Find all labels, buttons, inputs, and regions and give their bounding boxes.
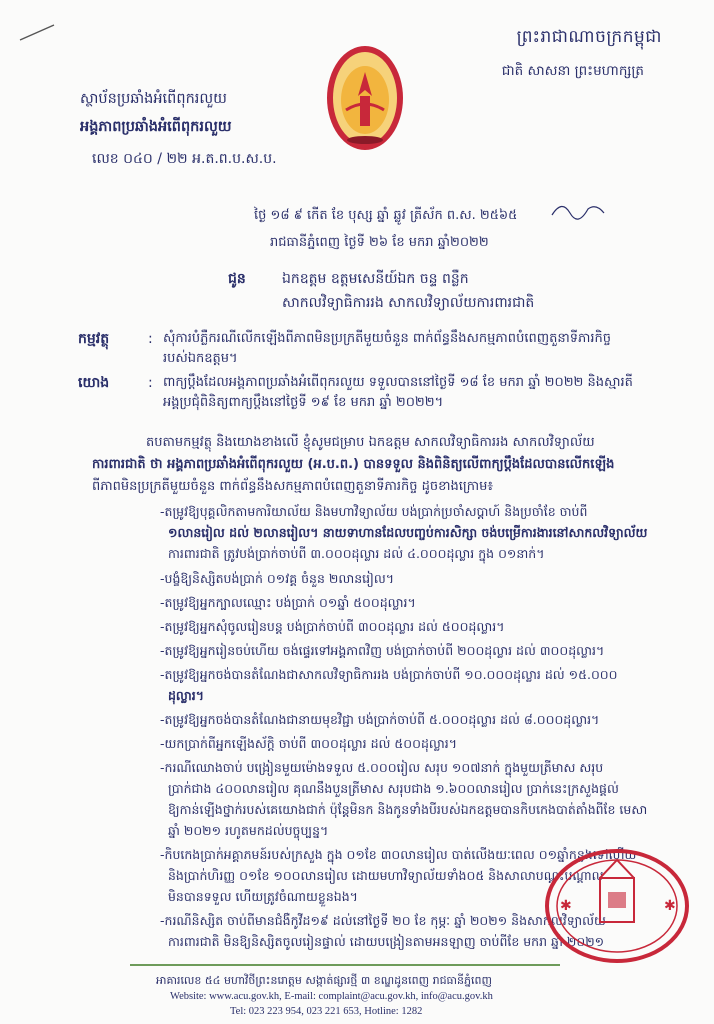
list-item: មិនបានទទួល ហើយត្រូវចំណាយខ្លួនឯង។ [168,889,358,904]
footer-telephone: Tel: 023 223 954, 023 221 653, Hotline: 1282 [230,1006,423,1017]
list-item: ប្រាក់ជាង ៤០០លានរៀល គុណនឹងបួនត្រីមាស សរុបជាង ១.៦០០លានរៀល ប្រាក់នេះក្រសួងផ្តល់ [168,781,619,796]
body-intro-line3: ពីភាពមិនប្រក្រតីមួយចំនួន ពាក់ព័ន្ធនឹងសកម្មភាពបំពេញតួនាទីភារកិច្ច ដូចខាងក្រោម៖ [92,479,494,494]
list-item: និងប្រាក់ហិរញ្ញ ០១ខែ ១០០លានរៀល ដោយមហាវិទ្យាល័យទាំង០៥ និងសាលាបណ្តុះបណ្តាល [168,868,604,883]
pen-mark-icon [18,22,58,42]
subject-label: កម្មវត្ថុ [78,331,110,347]
agency-name-line2: អង្គភាពប្រឆាំងអំពើពុករលួយ [80,119,232,135]
list-item: -តម្រូវឱ្យអ្នកចង់បានតំណែងជានាយមុខវិជ្ជា បង់ប្រាក់ចាប់ពី ៥.០០០ដុល្លារ ដល់ ៨.០០០ដុល្លារ។ [160,712,600,727]
svg-text:✱: ✱ [664,898,676,914]
subject-text-line2: របស់ឯកឧត្តម។ [163,351,238,366]
list-item: ឆ្នាំ ២០២១ រហូតមកដល់បច្ចុប្បន្ន។ [168,823,329,838]
kingdom-heading: ព្រះរាជាណាចក្រកម្ពុជា [516,27,662,47]
reference-number: លេខ ០៤០ / ២២ អ.ត.ព.ប.ស.ប. [92,151,277,167]
reference-text-line1: ពាក្យប្តឹងដែលអង្គភាពប្រឆាំងអំពើពុករលួយ ទទួលបាននៅថ្ងៃទី ១៨ ខែ មករា ឆ្នាំ ២០២២ និងស្មារតី [163,375,633,390]
solar-date: រាជធានីភ្នំពេញ ថ្ងៃទី ២៦ ខែ មករា ឆ្នាំ២០២២ [270,235,489,250]
list-item: ឱ្យកាន់ឡើងថ្នាក់របស់គេយោងជាក់ ប៉ុន្តែមិនក និងកូនទាំងបីរបស់ឯកឧត្តមបានកិបកេងបាត់តាំងពីខែ មេសា [168,802,648,817]
recipient-name: ឯកឧត្តម ឧត្តមសេនីយ៍ឯក ចន្ទ ពន្លឺក [282,271,469,287]
signature-mark-icon [548,195,608,225]
list-item: -កិបកេងប្រាក់អគ្គាភមន៍របស់ក្រសួង ក្នុង ០១ខែ ៣០លានរៀល បាត់លើងយៈពេល ០១ឆ្នាំកន្លងទៅហើយ [160,847,637,862]
list-item: ១លានរៀល ដល់ ២លានរៀល។ នាយទាហានដែលបញ្ចប់ការសិក្សា ចង់បម្រើការងារនៅសាកលវិទ្យាល័យ [168,525,648,540]
subject-colon: : [148,331,153,347]
svg-text:✱: ✱ [560,898,572,914]
list-item: ការពារជាតិ ត្រូវបង់ប្រាក់ចាប់ពី ៣.០០០ដុល្លារ ដល់ ៤.០០០ដុល្លារ ក្នុង ០១នាក់។ [168,546,545,561]
list-item: -តម្រូវឱ្យបុគ្គលិកតាមការិយាល័យ និងមហាវិទ្យាល័យ បង់ប្រាក់ប្រចាំសប្តាហ៍ និងប្រចាំខែ ចាប់ពី [160,504,588,519]
reference-label: យោង [78,375,110,391]
list-item: -យកប្រាក់ពីអ្នកឡើងស័ក្តិ ចាប់ពី ៣០០ដុល្លារ ដល់ ៥០០ដុល្លារ។ [160,736,457,751]
list-item: -ករណីនិស្សិត ចាប់ពីមានជំងឺកូវីដ១៩ ដល់នៅថ្ងៃទី ២០ ខែ កុម្ភៈ ឆ្នាំ ២០២១ និងសាកលវិទ្យាល័យ [160,913,606,928]
official-seal-icon [542,846,692,966]
footer-web-email: Website: www.acu.gov.kh, E-mail: complaint@acu.gov.kh, info@acu.gov.kh [170,991,493,1002]
national-motto: ជាតិ សាសនា ព្រះមហាក្សត្រ [501,63,644,79]
body-intro-line1: តបតាមកម្មវត្ថុ និងយោងខាងលើ ខ្ញុំសូមជម្រាប ឯកឧត្តម សាកលវិទ្យាធិការរង សាកលវិទ្យាល័យ [146,435,595,450]
list-item: ដុល្លារ។ [168,688,205,703]
recipient-label: ជូន [228,271,246,287]
lunar-date: ថ្ងៃ ១៨ ៩ កើត ខែ បុស្ស ឆ្នាំ ឆ្លូវ ត្រីស័ក ព.ស. ២៥៦៥ [254,208,518,223]
recipient-title: សាកលវិទ្យាធិការរង សាកលវិទ្យាល័យការពារជាតិ [282,295,535,311]
reference-colon: : [148,375,153,391]
list-item: -តម្រូវឱ្យអ្នកចង់បានតំណែងជាសាកលវិទ្យាធិការរង បង់ប្រាក់ចាប់ពី ១០.០០០ដុល្លារ ដល់ ១៥.០០០ [160,667,618,682]
footer-address: អាគារលេខ ៥៤ មហាវិថីព្រះនរោត្តម សង្កាត់ផ្សារថ្មី ៣ ខណ្ឌដូនពេញ រាជធានីភ្នំពេញ [156,974,492,987]
list-item: -តម្រូវឱ្យអ្នករៀនចប់ហើយ ចង់ផ្ទេរទៅអង្គភាពវិញ បង់ប្រាក់ចាប់ពី ២០០ដុល្លារ ដល់ ៣០០ដុល្លារ។ [160,643,605,658]
acu-emblem-icon [324,40,406,162]
agency-name-line1: ស្ថាប័នប្រឆាំងអំពើពុករលួយ [80,91,227,107]
reference-text-line2: អង្គប្រជុំពិនិត្យពាក្យប្តឹងនៅថ្ងៃទី ១៩ ខែ មករា ឆ្នាំ ២០២២។ [163,395,444,410]
list-item: -ករណីឈោងចាប់ បង្រៀនមួយម៉ោងទទួល ៥.០០០រៀល សរុប ១០៧នាក់ ក្នុងមួយត្រីមាស សរុប [160,760,604,775]
subject-text-line1: សុំការបំភ្លឺករណីលើកឡើងពីភាពមិនប្រក្រតីមួយចំនួន ពាក់ព័ន្ធនឹងសកម្មភាពបំពេញតួនាទីភារកិច្ច [163,331,611,346]
list-item: -បង្ខំឱ្យនិស្សិតបង់ប្រាក់ ០១វគ្គ ចំនួន ២លានរៀល។ [160,571,394,586]
list-item: ការពារជាតិ មិនឱ្យនិស្សិតចូលរៀនផ្ទាល់ ដោយបង្រៀនតាមអនឡាញ ចាប់ពីខែ មករា ឆ្នាំ ២០២១ [168,934,605,949]
footer-divider [130,964,560,966]
list-item: -តម្រូវឱ្យអ្នកក្បាលឈ្មោះ បង់ប្រាក់ ០១ឆ្នាំ ៥០០ដុល្លារ។ [160,595,416,610]
body-intro-line2: ការពារជាតិ ថា អង្គភាពប្រឆាំងអំពើពុករលួយ (អ.ប.ព.) បានទទួល និងពិនិត្យលើពាក្យប្តឹងដែលបានលើកឡើង [92,457,615,472]
list-item: -តម្រូវឱ្យអ្នកសុំចូលរៀនបន្ត បង់ប្រាក់ចាប់ពី ៣០០ដុល្លារ ដល់ ៥០០ដុល្លារ។ [160,619,505,634]
